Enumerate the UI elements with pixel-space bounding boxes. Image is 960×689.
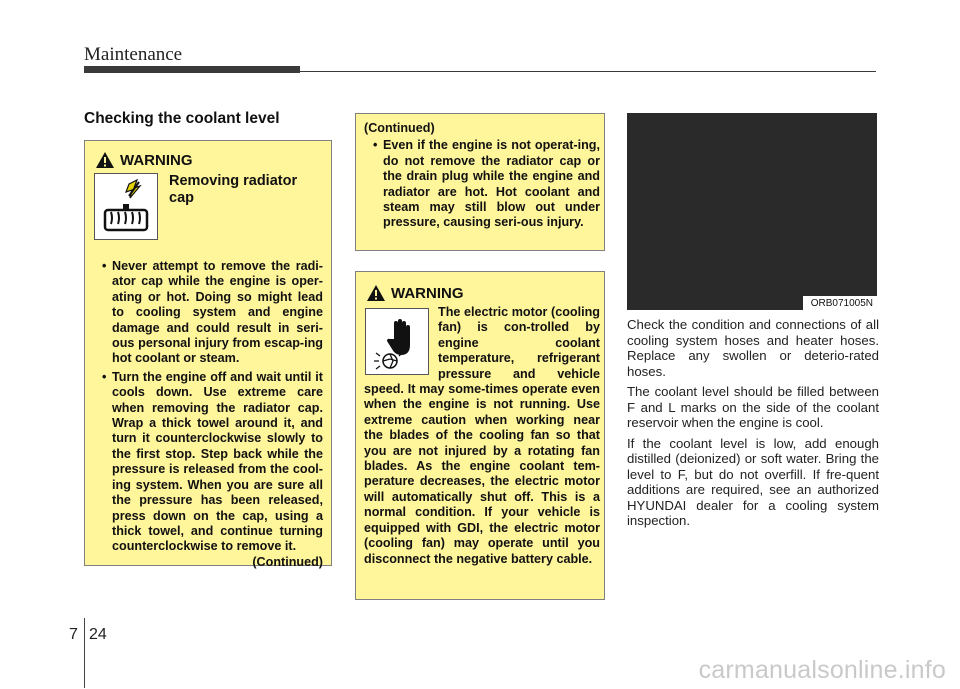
warning-box-continued [355,113,605,251]
warning-heading [95,151,193,169]
photo-label: ORB071005N [803,296,877,310]
warning-triangle-icon [95,151,115,169]
warning-text [93,259,323,570]
section-heading: Checking the coolant level [84,110,280,127]
warning-text [364,121,600,234]
body-text [627,317,879,534]
watermark: carmanualsonline.info [698,656,946,684]
warning-label: WARNING [391,284,464,302]
page-number: 24 [89,626,107,643]
body-paragraph: If the coolant level is low, add enough distilled (deionized) or soft water. Bring the level to F, but do not overfill. If fre-quent additions are required, see an authorized HYUNDAI dealer for a cooling system inspection. [627,435,879,528]
warning-bullet: • Turn the engine off and wait until it cools down. Use extreme care when removing the radiator cap. Wrap a thick towel around it, and turn it counterclockwise slowly to the first stop. Step back while the pressure is released from the cool-ing system. When you are sure all the pressure has been released, press down on the cap, using a thick towel, and continue turning counterclockwise to remove it. [93,370,323,555]
header-bar [84,66,300,73]
warning-bullet: • Even if the engine is not operat-ing, do not remove the radiator cap or the drain plug while the engine and radiator are hot. Hot coolant and steam may still blow out under pressure, causing seri-ous injury. [364,138,600,230]
chapter-number: 7 [69,626,78,643]
warning-label: WARNING [120,151,193,169]
radiator-hot-icon [94,173,158,240]
header-rule [300,71,876,72]
coolant-reservoir-photo [627,113,877,310]
warning-box-cooling-fan [355,271,605,600]
warning-triangle-icon [366,284,386,302]
warning-text [364,305,600,567]
warning-bullet: • Never attempt to remove the radi-ator cap while the engine is oper-ating or hot. Doing so might lead to cooling system and engine damage and could result in seri-ous personal injury from escap-ing hot coolant or steam. [93,259,323,367]
header-title: Maintenance [84,44,183,65]
warning-heading [366,284,464,302]
warning-subtitle: Removing radiator cap [169,173,298,206]
footer-divider [84,618,85,688]
body-paragraph: The coolant level should be filled between F and L marks on the side of the coolant reservoir when the engine is cool. [627,384,879,430]
body-paragraph: Check the condition and connections of all cooling system hoses and heater hoses. Replace any swollen or deterio-rated hoses. [627,317,879,379]
warning-box-radiator-cap [84,140,332,569]
warning-body: The electric motor (cooling fan) is con-trolled by engine coolant temperature, refrigerant pressure and vehicle speed. It may some-times operate even when the engine is not running. Use extreme caution when working near the blades of the cooling fan so that you are not injured by a rotating fan blades. As the engine coolant tem-perature decreases, the electric motor will automatically shut off. This is a normal condition. If your vehicle is equipped with GDI, the electric motor (cooling fan) may operate until you disconnect the negative battery cable. [364,305,600,566]
continued-label: (Continued) [252,554,323,569]
continued-label: (Continued) [364,121,435,135]
